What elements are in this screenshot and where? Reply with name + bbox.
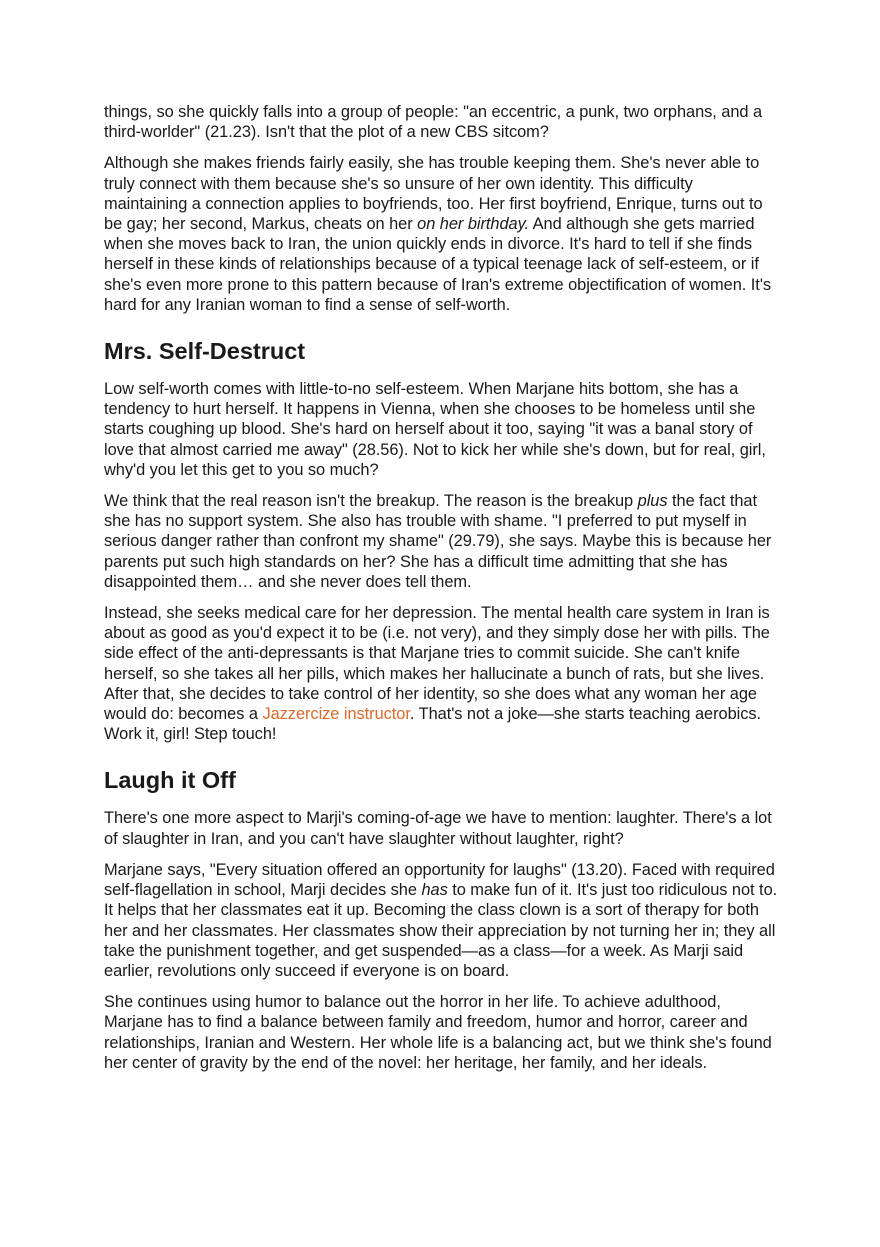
paragraph-laughter: There's one more aspect to Marji's coming-of-age we have to mention: laughter. There's a lot of slaughter in Iran, and you can't have slaughter without laughter, right? — [104, 809, 772, 848]
paragraph-text: the fact that she has no support system. She also has trouble with shame. "I preferred to put myself in serious danger rather than confront my shame" (29.79), she says. Maybe this is because her parents put such high standards on her? She has a difﬁcult time admitting that she has disappointed them… and she never does tell them. — [104, 492, 772, 591]
paragraph-boyfriends — [104, 153, 780, 315]
paragraph-low-self-worth: Low self-worth comes with little-to-no self-esteem. When Marjane hits bottom, she has a tendency to hurt herself. It happens in Vienna, when she chooses to be homeless until she starts coughing up blood. She's hard on herself about it too, saying "it was a banal story of love that almost carried me away" (28.56). Not to kick her while she's down, but for real, girl, why'd you let this get to you so much? — [104, 380, 766, 479]
paragraph-text: Although she makes friends fairly easily, she has trouble keeping them. She's never able to truly connect with them because she's so unsure of her own identity. This difﬁculty maintaining a connection applies to boyfriends, too. Her first boyfriend, Enrique, turns out to be gay; her second, Markus, cheats on her — [104, 154, 763, 234]
paragraph-text: And although she gets married when she moves back to Iran, the union quickly ends in divorce. It's hard to tell if she finds herself in these kinds of relationships because of a typical teenage lack of self-esteem, or if she's even more prone to this pattern because of Iran's extreme objectification of women. It's hard for any Iranian woman to find a sense of self-worth. — [104, 215, 772, 314]
paragraph-cbs-sitcom: things, so she quickly falls into a group of people: "an eccentric, a punk, two orphans, and a third-worlder" (21.23). Isn't that the plot of a new CBS sitcom? — [104, 103, 763, 142]
paragraph-text: Instead, she seeks medical care for her depression. The mental health care system in Iran is about as good as you'd expect it to be (i.e. not very), and they simply dose her with pills. The side effect of the anti-depressants is that Marjane tries to commit suicide. She can't knife herself, so she takes all her pills, which makes her hallucinate a bunch of rats, but she lives. After that, she decides to take control of her identity, so she does what any woman her age would do: becomes a — [104, 604, 770, 724]
paragraph-breakup — [104, 491, 780, 592]
paragraph-text: to make fun of it. It's just too ridiculous not to. It helps that her classmates eat it up. Becoming the class clown is a sort of therapy for both her and her classmates. Her classmates show their appreciation by not turning her in; they all take the punishment together, and get suspended—as a class—for a week. As Marji said earlier, revolutions only succeed if everyone is on board. — [104, 881, 778, 980]
emphasis-text: plus — [637, 492, 668, 511]
section-heading-laugh-it-off: Laugh it Off — [104, 767, 236, 794]
paragraph-text: Marjane says, "Every situation offered an opportunity for laughs" (13.20). Faced with required self-flagellation in school, Marji decides she — [104, 860, 775, 900]
paragraph-balance: She continues using humor to balance out the horror in her life. To achieve adulthood, Marjane has to find a balance between family and freedom, humor and horror, career and relationships, Iranian and Western. Her whole life is a balancing act, but we think she's found her center of gravity by the end of the novel: her heritage, her family, and her ideals. — [104, 993, 772, 1072]
document-page — [104, 102, 780, 1084]
emphasis-text: on her birthday. — [417, 215, 530, 234]
paragraph-class-clown — [104, 860, 780, 981]
paragraph-medical-care — [104, 603, 780, 744]
emphasis-text: has — [421, 881, 448, 900]
paragraph-text: . That's not a joke—she starts teaching aerobics. Work it, girl! Step touch! — [104, 705, 762, 744]
section-heading-self-destruct: Mrs. Self-Destruct — [104, 338, 306, 365]
paragraph-text: We think that the real reason isn't the breakup. The reason is the breakup — [104, 492, 638, 511]
jazzercize-link[interactable]: Jazzercize instructor — [262, 705, 410, 724]
